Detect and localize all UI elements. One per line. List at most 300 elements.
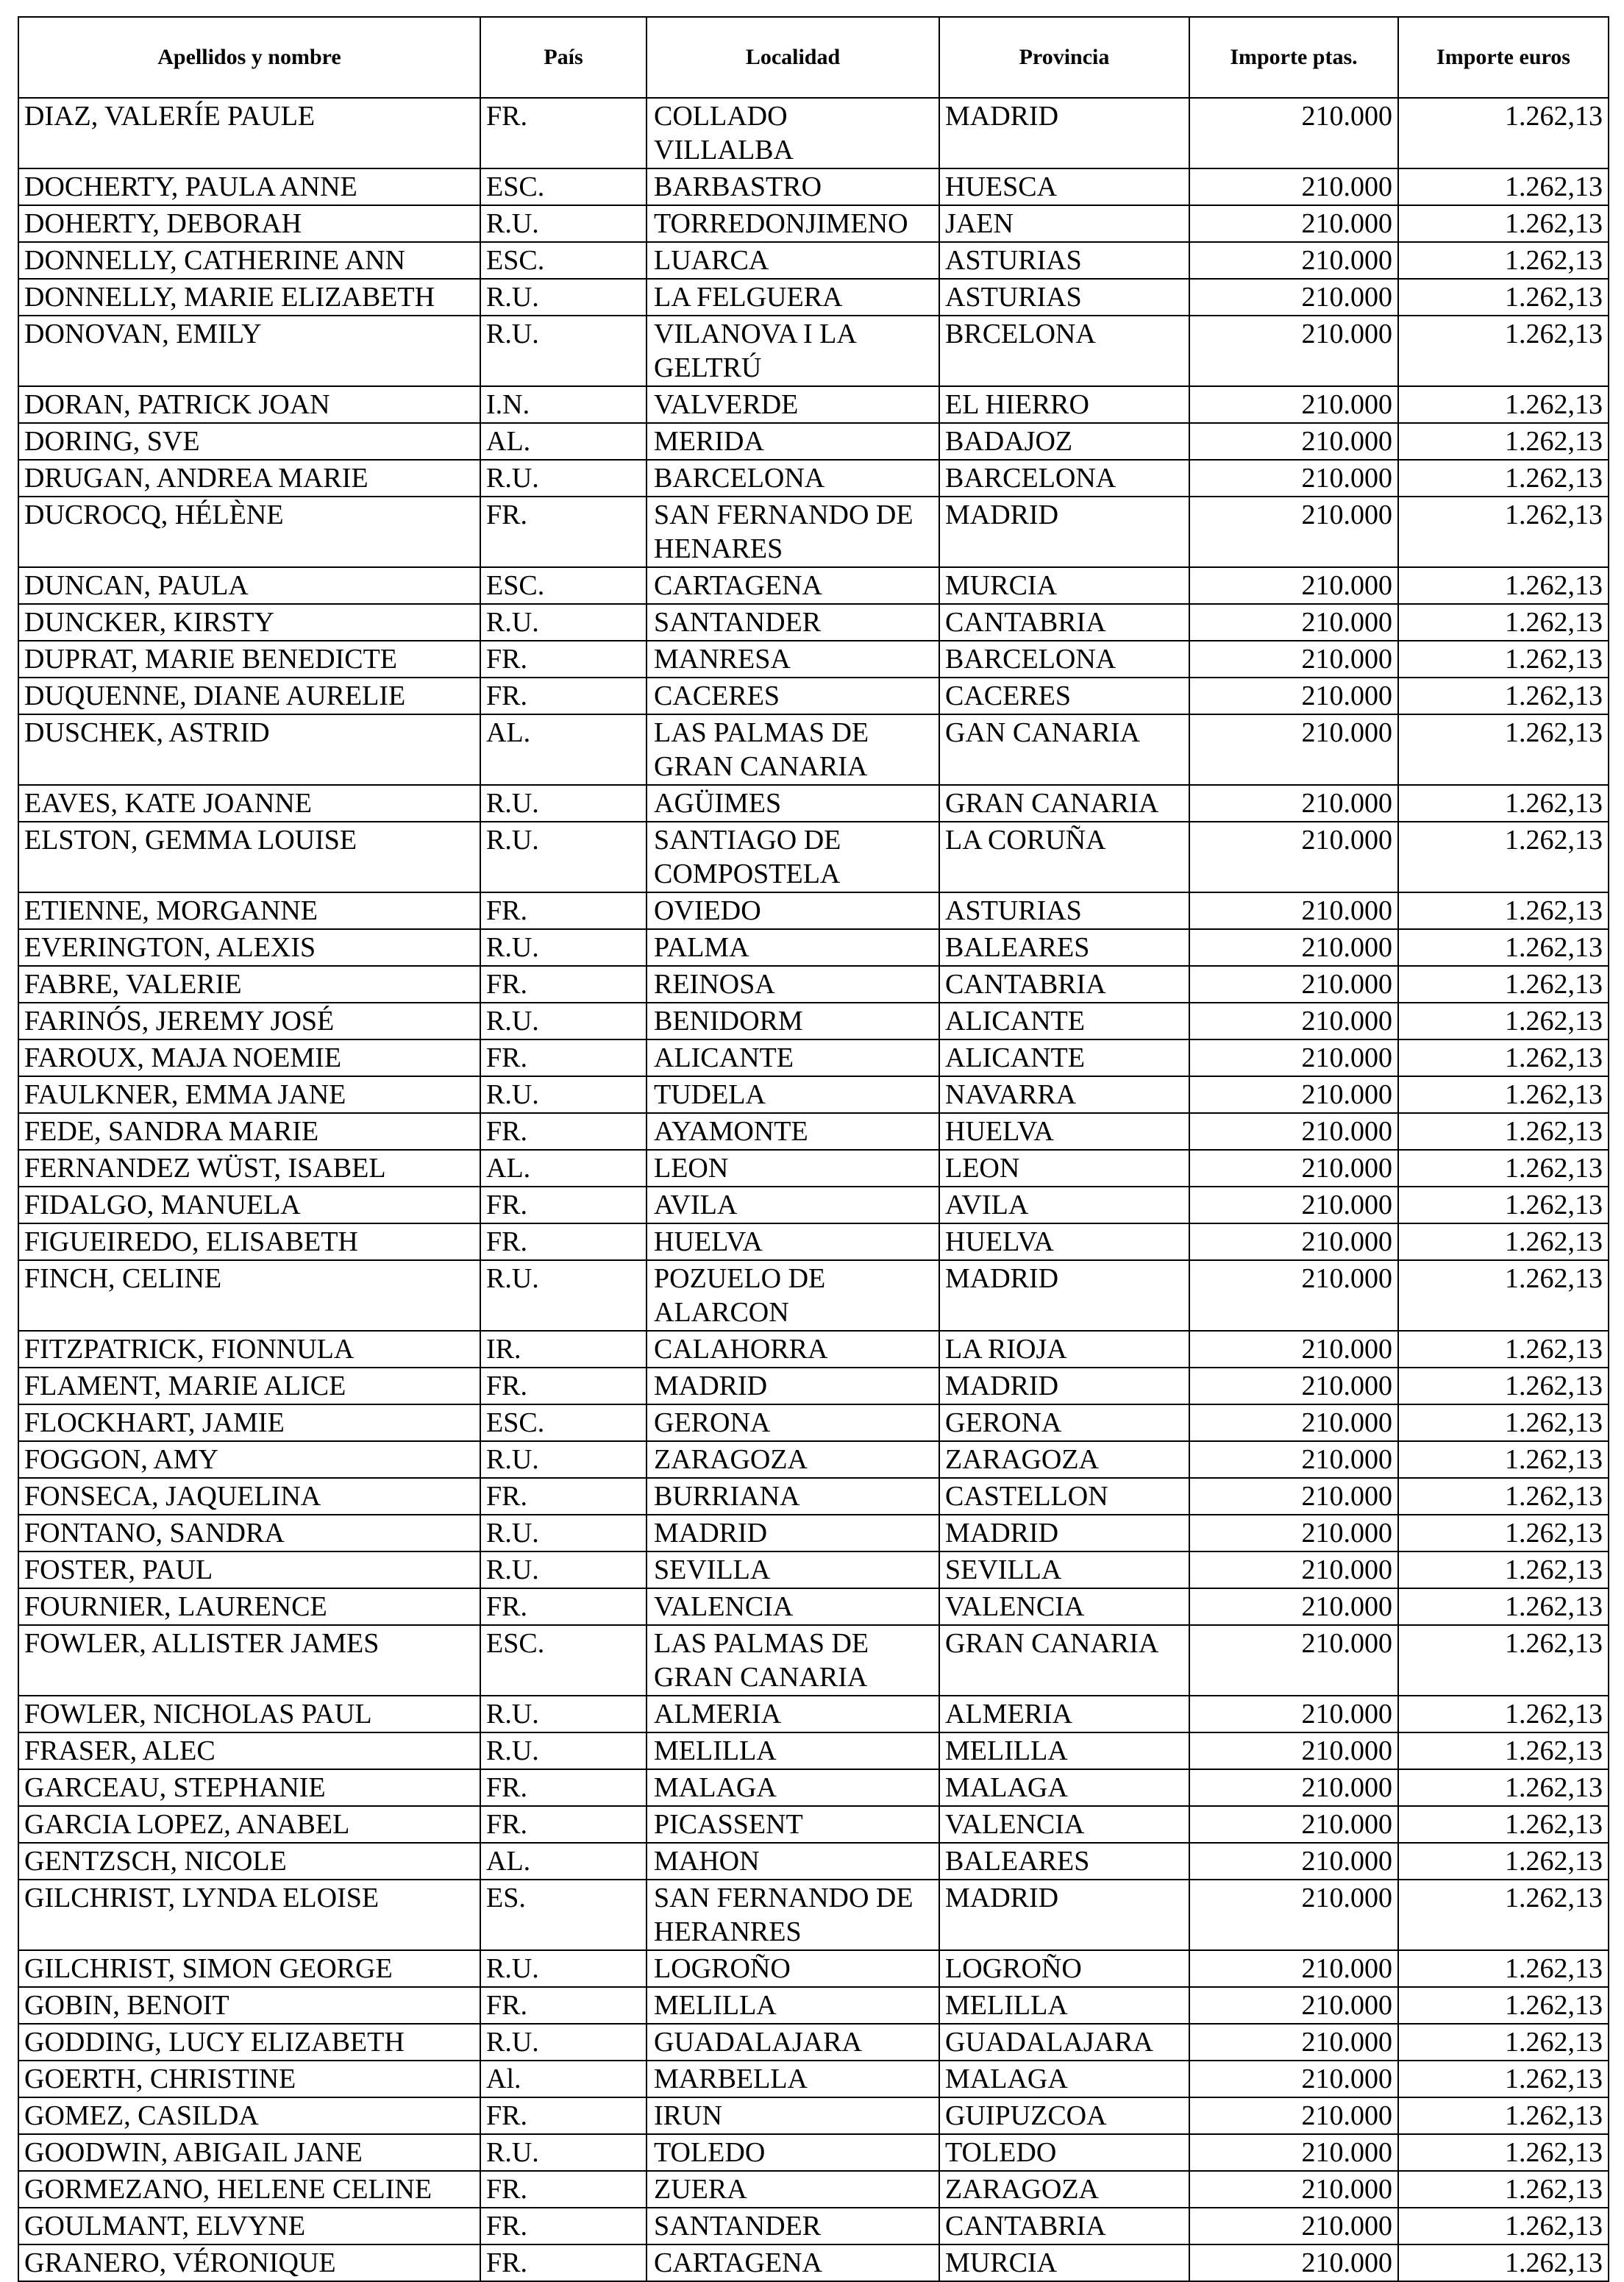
cell-amount-ptas: 210.000 bbox=[1189, 1769, 1398, 1806]
cell-name: FOSTER, PAUL bbox=[18, 1551, 480, 1588]
table-row bbox=[18, 2244, 1609, 2281]
cell-province: EL HIERRO bbox=[939, 386, 1189, 423]
cell-amount-euros: 1.262,13 bbox=[1398, 567, 1609, 604]
table-row bbox=[18, 1843, 1609, 1880]
cell-name: FOURNIER, LAURENCE bbox=[18, 1588, 480, 1625]
cell-province: MALAGA bbox=[939, 1769, 1189, 1806]
cell-name: GOULMANT, ELVYNE bbox=[18, 2208, 480, 2244]
table-row bbox=[18, 678, 1609, 714]
table-row bbox=[18, 1696, 1609, 1732]
cell-province: BALEARES bbox=[939, 1843, 1189, 1880]
cell-amount-euros: 1.262,13 bbox=[1398, 98, 1609, 168]
cell-locality: VILANOVA I LA GELTRÚ bbox=[647, 316, 939, 386]
cell-amount-euros: 1.262,13 bbox=[1398, 1880, 1609, 1950]
cell-amount-euros: 1.262,13 bbox=[1398, 641, 1609, 678]
cell-amount-ptas: 210.000 bbox=[1189, 386, 1398, 423]
cell-name: GARCEAU, STEPHANIE bbox=[18, 1769, 480, 1806]
table-row bbox=[18, 2097, 1609, 2134]
cell-country: ESC. bbox=[480, 567, 647, 604]
table-row bbox=[18, 1223, 1609, 1260]
cell-locality: LAS PALMAS DE GRAN CANARIA bbox=[647, 714, 939, 785]
cell-amount-euros: 1.262,13 bbox=[1398, 785, 1609, 822]
cell-amount-euros: 1.262,13 bbox=[1398, 2244, 1609, 2281]
table-row bbox=[18, 2208, 1609, 2244]
table-row bbox=[18, 1478, 1609, 1515]
cell-amount-ptas: 210.000 bbox=[1189, 785, 1398, 822]
table-row bbox=[18, 2134, 1609, 2171]
cell-province: MURCIA bbox=[939, 2244, 1189, 2281]
cell-province: GERONA bbox=[939, 1404, 1189, 1441]
cell-province: MALAGA bbox=[939, 2061, 1189, 2097]
cell-amount-ptas: 210.000 bbox=[1189, 892, 1398, 929]
table-row bbox=[18, 714, 1609, 785]
cell-country: FR. bbox=[480, 1588, 647, 1625]
cell-province: HUELVA bbox=[939, 1113, 1189, 1150]
cell-name: ELSTON, GEMMA LOUISE bbox=[18, 822, 480, 892]
cell-locality: MADRID bbox=[647, 1515, 939, 1551]
table-row bbox=[18, 279, 1609, 316]
cell-province: GAN CANARIA bbox=[939, 714, 1189, 785]
table-row bbox=[18, 966, 1609, 1003]
table-row bbox=[18, 98, 1609, 168]
table-row bbox=[18, 497, 1609, 567]
cell-country: FR. bbox=[480, 1987, 647, 2024]
cell-amount-euros: 1.262,13 bbox=[1398, 1076, 1609, 1113]
cell-amount-euros: 1.262,13 bbox=[1398, 497, 1609, 567]
table-body bbox=[18, 98, 1609, 2281]
cell-name: GOODWIN, ABIGAIL JANE bbox=[18, 2134, 480, 2171]
cell-country: ESC. bbox=[480, 1404, 647, 1441]
cell-province: MADRID bbox=[939, 497, 1189, 567]
cell-name: DONOVAN, EMILY bbox=[18, 316, 480, 386]
table-row bbox=[18, 1003, 1609, 1039]
table-row bbox=[18, 892, 1609, 929]
table-row bbox=[18, 460, 1609, 497]
cell-locality: REINOSA bbox=[647, 966, 939, 1003]
cell-province: MADRID bbox=[939, 98, 1189, 168]
cell-amount-euros: 1.262,13 bbox=[1398, 1588, 1609, 1625]
cell-amount-ptas: 210.000 bbox=[1189, 1368, 1398, 1404]
cell-locality: POZUELO DE ALARCON bbox=[647, 1260, 939, 1331]
table-row bbox=[18, 1515, 1609, 1551]
table-row bbox=[18, 1551, 1609, 1588]
cell-name: GILCHRIST, LYNDA ELOISE bbox=[18, 1880, 480, 1950]
cell-country: R.U. bbox=[480, 785, 647, 822]
cell-locality: CALAHORRA bbox=[647, 1331, 939, 1368]
cell-locality: MAHON bbox=[647, 1843, 939, 1880]
header-amount-euros: Importe euros bbox=[1398, 17, 1609, 98]
cell-amount-euros: 1.262,13 bbox=[1398, 242, 1609, 279]
cell-name: GILCHRIST, SIMON GEORGE bbox=[18, 1950, 480, 1987]
cell-country: FR. bbox=[480, 1806, 647, 1843]
cell-province: GUADALAJARA bbox=[939, 2024, 1189, 2061]
cell-amount-ptas: 210.000 bbox=[1189, 2134, 1398, 2171]
cell-locality: SEVILLA bbox=[647, 1551, 939, 1588]
cell-country: FR. bbox=[480, 966, 647, 1003]
cell-amount-euros: 1.262,13 bbox=[1398, 1625, 1609, 1696]
cell-province: MADRID bbox=[939, 1368, 1189, 1404]
cell-province: VALENCIA bbox=[939, 1588, 1189, 1625]
cell-country: FR. bbox=[480, 1223, 647, 1260]
cell-name: DOCHERTY, PAULA ANNE bbox=[18, 168, 480, 205]
cell-amount-euros: 1.262,13 bbox=[1398, 822, 1609, 892]
cell-province: LEON bbox=[939, 1150, 1189, 1187]
cell-name: DUSCHEK, ASTRID bbox=[18, 714, 480, 785]
cell-locality: ZUERA bbox=[647, 2171, 939, 2208]
cell-name: DRUGAN, ANDREA MARIE bbox=[18, 460, 480, 497]
cell-amount-euros: 1.262,13 bbox=[1398, 2097, 1609, 2134]
cell-province: LA CORUÑA bbox=[939, 822, 1189, 892]
cell-amount-euros: 1.262,13 bbox=[1398, 1769, 1609, 1806]
cell-province: CANTABRIA bbox=[939, 604, 1189, 641]
cell-province: BALEARES bbox=[939, 929, 1189, 966]
cell-locality: IRUN bbox=[647, 2097, 939, 2134]
cell-locality: LEON bbox=[647, 1150, 939, 1187]
cell-locality: CARTAGENA bbox=[647, 567, 939, 604]
table-row bbox=[18, 1260, 1609, 1331]
cell-province: BARCELONA bbox=[939, 460, 1189, 497]
cell-amount-euros: 1.262,13 bbox=[1398, 386, 1609, 423]
cell-name: DORING, SVE bbox=[18, 423, 480, 460]
cell-country: ES. bbox=[480, 1880, 647, 1950]
cell-name: FERNANDEZ WÜST, ISABEL bbox=[18, 1150, 480, 1187]
table-row bbox=[18, 1331, 1609, 1368]
cell-country: FR. bbox=[480, 641, 647, 678]
cell-name: EAVES, KATE JOANNE bbox=[18, 785, 480, 822]
cell-locality: BARCELONA bbox=[647, 460, 939, 497]
table-row bbox=[18, 1950, 1609, 1987]
cell-amount-ptas: 210.000 bbox=[1189, 497, 1398, 567]
cell-locality: CARTAGENA bbox=[647, 2244, 939, 2281]
cell-amount-ptas: 210.000 bbox=[1189, 1515, 1398, 1551]
cell-amount-euros: 1.262,13 bbox=[1398, 423, 1609, 460]
cell-locality: AYAMONTE bbox=[647, 1113, 939, 1150]
cell-name: FIGUEIREDO, ELISABETH bbox=[18, 1223, 480, 1260]
cell-locality: SANTANDER bbox=[647, 2208, 939, 2244]
cell-province: GRAN CANARIA bbox=[939, 785, 1189, 822]
cell-locality: LUARCA bbox=[647, 242, 939, 279]
cell-locality: VALVERDE bbox=[647, 386, 939, 423]
cell-locality: SAN FERNANDO DE HERANRES bbox=[647, 1880, 939, 1950]
cell-province: MELILLA bbox=[939, 1732, 1189, 1769]
cell-locality: TORREDONJIMENO bbox=[647, 205, 939, 242]
table-row bbox=[18, 1588, 1609, 1625]
table-row bbox=[18, 929, 1609, 966]
cell-province: ALMERIA bbox=[939, 1696, 1189, 1732]
table-row bbox=[18, 2024, 1609, 2061]
cell-amount-ptas: 210.000 bbox=[1189, 929, 1398, 966]
cell-amount-euros: 1.262,13 bbox=[1398, 316, 1609, 386]
cell-locality: CACERES bbox=[647, 678, 939, 714]
cell-country: FR. bbox=[480, 2208, 647, 2244]
cell-locality: SANTIAGO DE COMPOSTELA bbox=[647, 822, 939, 892]
cell-province: MADRID bbox=[939, 1515, 1189, 1551]
cell-amount-euros: 1.262,13 bbox=[1398, 1368, 1609, 1404]
cell-name: DUNCAN, PAULA bbox=[18, 567, 480, 604]
cell-province: TOLEDO bbox=[939, 2134, 1189, 2171]
cell-amount-euros: 1.262,13 bbox=[1398, 1113, 1609, 1150]
header-locality: Localidad bbox=[647, 17, 939, 98]
cell-locality: MELILLA bbox=[647, 1987, 939, 2024]
cell-amount-euros: 1.262,13 bbox=[1398, 2208, 1609, 2244]
cell-name: GOBIN, BENOIT bbox=[18, 1987, 480, 2024]
cell-locality: OVIEDO bbox=[647, 892, 939, 929]
document-page bbox=[18, 16, 1608, 2282]
cell-amount-euros: 1.262,13 bbox=[1398, 279, 1609, 316]
cell-amount-ptas: 210.000 bbox=[1189, 1625, 1398, 1696]
cell-amount-euros: 1.262,13 bbox=[1398, 1806, 1609, 1843]
cell-province: GRAN CANARIA bbox=[939, 1625, 1189, 1696]
cell-amount-ptas: 210.000 bbox=[1189, 1039, 1398, 1076]
table-row bbox=[18, 242, 1609, 279]
cell-country: FR. bbox=[480, 1039, 647, 1076]
cell-name: FABRE, VALERIE bbox=[18, 966, 480, 1003]
cell-amount-ptas: 210.000 bbox=[1189, 966, 1398, 1003]
cell-amount-ptas: 210.000 bbox=[1189, 1843, 1398, 1880]
cell-country: R.U. bbox=[480, 1732, 647, 1769]
cell-amount-euros: 1.262,13 bbox=[1398, 1260, 1609, 1331]
cell-name: FOGGON, AMY bbox=[18, 1441, 480, 1478]
cell-country: IR. bbox=[480, 1331, 647, 1368]
cell-amount-ptas: 210.000 bbox=[1189, 168, 1398, 205]
cell-name: FAULKNER, EMMA JANE bbox=[18, 1076, 480, 1113]
cell-name: FOWLER, ALLISTER JAMES bbox=[18, 1625, 480, 1696]
cell-amount-euros: 1.262,13 bbox=[1398, 1003, 1609, 1039]
cell-amount-euros: 1.262,13 bbox=[1398, 1478, 1609, 1515]
cell-country: R.U. bbox=[480, 929, 647, 966]
cell-amount-euros: 1.262,13 bbox=[1398, 678, 1609, 714]
cell-amount-euros: 1.262,13 bbox=[1398, 604, 1609, 641]
cell-name: FOWLER, NICHOLAS PAUL bbox=[18, 1696, 480, 1732]
cell-country: FR. bbox=[480, 1368, 647, 1404]
cell-province: BADAJOZ bbox=[939, 423, 1189, 460]
cell-name: FLAMENT, MARIE ALICE bbox=[18, 1368, 480, 1404]
cell-country: R.U. bbox=[480, 1076, 647, 1113]
table-row bbox=[18, 1039, 1609, 1076]
table-row bbox=[18, 1076, 1609, 1113]
cell-amount-ptas: 210.000 bbox=[1189, 205, 1398, 242]
cell-locality: PICASSENT bbox=[647, 1806, 939, 1843]
cell-amount-ptas: 210.000 bbox=[1189, 714, 1398, 785]
cell-province: GUIPUZCOA bbox=[939, 2097, 1189, 2134]
cell-amount-ptas: 210.000 bbox=[1189, 1113, 1398, 1150]
cell-amount-ptas: 210.000 bbox=[1189, 678, 1398, 714]
cell-province: ZARAGOZA bbox=[939, 1441, 1189, 1478]
cell-locality: BARBASTRO bbox=[647, 168, 939, 205]
table-row bbox=[18, 1368, 1609, 1404]
cell-country: R.U. bbox=[480, 1950, 647, 1987]
cell-country: R.U. bbox=[480, 460, 647, 497]
cell-locality: LAS PALMAS DE GRAN CANARIA bbox=[647, 1625, 939, 1696]
cell-locality: ALICANTE bbox=[647, 1039, 939, 1076]
cell-province: JAEN bbox=[939, 205, 1189, 242]
table-row bbox=[18, 423, 1609, 460]
cell-name: FLOCKHART, JAMIE bbox=[18, 1404, 480, 1441]
cell-province: MADRID bbox=[939, 1880, 1189, 1950]
cell-amount-ptas: 210.000 bbox=[1189, 1987, 1398, 2024]
cell-locality: MARBELLA bbox=[647, 2061, 939, 2097]
cell-province: ZARAGOZA bbox=[939, 2171, 1189, 2208]
table-row bbox=[18, 2171, 1609, 2208]
cell-name: FONTANO, SANDRA bbox=[18, 1515, 480, 1551]
cell-amount-euros: 1.262,13 bbox=[1398, 1696, 1609, 1732]
cell-locality: AVILA bbox=[647, 1187, 939, 1223]
cell-province: LOGROÑO bbox=[939, 1950, 1189, 1987]
cell-amount-ptas: 210.000 bbox=[1189, 2024, 1398, 2061]
table-row bbox=[18, 641, 1609, 678]
cell-name: FIDALGO, MANUELA bbox=[18, 1187, 480, 1223]
cell-country: R.U. bbox=[480, 822, 647, 892]
cell-province: VALENCIA bbox=[939, 1806, 1189, 1843]
cell-country: Al. bbox=[480, 2061, 647, 2097]
cell-country: R.U. bbox=[480, 2134, 647, 2171]
cell-province: ASTURIAS bbox=[939, 242, 1189, 279]
cell-province: CASTELLON bbox=[939, 1478, 1189, 1515]
cell-name: DOHERTY, DEBORAH bbox=[18, 205, 480, 242]
cell-country: AL. bbox=[480, 1150, 647, 1187]
cell-amount-euros: 1.262,13 bbox=[1398, 1987, 1609, 2024]
cell-country: FR. bbox=[480, 98, 647, 168]
cell-name: DUCROCQ, HÉLÈNE bbox=[18, 497, 480, 567]
cell-country: FR. bbox=[480, 1187, 647, 1223]
header-province: Provincia bbox=[939, 17, 1189, 98]
cell-locality: GERONA bbox=[647, 1404, 939, 1441]
cell-name: GRANERO, VÉRONIQUE bbox=[18, 2244, 480, 2281]
cell-locality: AGÜIMES bbox=[647, 785, 939, 822]
cell-amount-ptas: 210.000 bbox=[1189, 1441, 1398, 1478]
cell-amount-euros: 1.262,13 bbox=[1398, 1950, 1609, 1987]
cell-amount-euros: 1.262,13 bbox=[1398, 1843, 1609, 1880]
cell-name: DUPRAT, MARIE BENEDICTE bbox=[18, 641, 480, 678]
cell-country: R.U. bbox=[480, 1515, 647, 1551]
cell-province: LA RIOJA bbox=[939, 1331, 1189, 1368]
cell-country: R.U. bbox=[480, 1696, 647, 1732]
cell-amount-ptas: 210.000 bbox=[1189, 2171, 1398, 2208]
cell-amount-euros: 1.262,13 bbox=[1398, 1187, 1609, 1223]
cell-province: SEVILLA bbox=[939, 1551, 1189, 1588]
table-row bbox=[18, 316, 1609, 386]
cell-amount-ptas: 210.000 bbox=[1189, 641, 1398, 678]
cell-province: ASTURIAS bbox=[939, 279, 1189, 316]
cell-amount-euros: 1.262,13 bbox=[1398, 2134, 1609, 2171]
table-row bbox=[18, 2061, 1609, 2097]
cell-name: EVERINGTON, ALEXIS bbox=[18, 929, 480, 966]
cell-locality: TUDELA bbox=[647, 1076, 939, 1113]
table-row bbox=[18, 1880, 1609, 1950]
cell-country: AL. bbox=[480, 714, 647, 785]
cell-amount-euros: 1.262,13 bbox=[1398, 1039, 1609, 1076]
cell-amount-euros: 1.262,13 bbox=[1398, 1441, 1609, 1478]
cell-name: GENTZSCH, NICOLE bbox=[18, 1843, 480, 1880]
cell-amount-ptas: 210.000 bbox=[1189, 1806, 1398, 1843]
cell-province: ASTURIAS bbox=[939, 892, 1189, 929]
cell-province: MELILLA bbox=[939, 1987, 1189, 2024]
cell-locality: MANRESA bbox=[647, 641, 939, 678]
cell-locality: MALAGA bbox=[647, 1769, 939, 1806]
cell-amount-ptas: 210.000 bbox=[1189, 1331, 1398, 1368]
cell-country: FR. bbox=[480, 2244, 647, 2281]
cell-country: R.U. bbox=[480, 1441, 647, 1478]
cell-amount-ptas: 210.000 bbox=[1189, 1223, 1398, 1260]
cell-locality: TOLEDO bbox=[647, 2134, 939, 2171]
cell-amount-ptas: 210.000 bbox=[1189, 1880, 1398, 1950]
cell-amount-euros: 1.262,13 bbox=[1398, 2061, 1609, 2097]
cell-country: FR. bbox=[480, 1113, 647, 1150]
cell-amount-ptas: 210.000 bbox=[1189, 316, 1398, 386]
cell-name: DUQUENNE, DIANE AURELIE bbox=[18, 678, 480, 714]
cell-amount-ptas: 210.000 bbox=[1189, 2097, 1398, 2134]
cell-name: GOERTH, CHRISTINE bbox=[18, 2061, 480, 2097]
cell-name: FAROUX, MAJA NOEMIE bbox=[18, 1039, 480, 1076]
cell-amount-ptas: 210.000 bbox=[1189, 1076, 1398, 1113]
cell-amount-euros: 1.262,13 bbox=[1398, 1223, 1609, 1260]
cell-country: FR. bbox=[480, 892, 647, 929]
cell-amount-euros: 1.262,13 bbox=[1398, 168, 1609, 205]
cell-amount-ptas: 210.000 bbox=[1189, 1732, 1398, 1769]
cell-name: FINCH, CELINE bbox=[18, 1260, 480, 1331]
table-row bbox=[18, 1404, 1609, 1441]
table-row bbox=[18, 1187, 1609, 1223]
table-row bbox=[18, 1732, 1609, 1769]
cell-country: R.U. bbox=[480, 279, 647, 316]
cell-amount-euros: 1.262,13 bbox=[1398, 714, 1609, 785]
table-row bbox=[18, 604, 1609, 641]
header-country: País bbox=[480, 17, 647, 98]
cell-locality: COLLADO VILLALBA bbox=[647, 98, 939, 168]
cell-name: DONNELLY, MARIE ELIZABETH bbox=[18, 279, 480, 316]
cell-name: GOMEZ, CASILDA bbox=[18, 2097, 480, 2134]
table-row bbox=[18, 1987, 1609, 2024]
table-row bbox=[18, 1769, 1609, 1806]
cell-name: ETIENNE, MORGANNE bbox=[18, 892, 480, 929]
table-row bbox=[18, 1150, 1609, 1187]
cell-name: FEDE, SANDRA MARIE bbox=[18, 1113, 480, 1150]
cell-country: FR. bbox=[480, 678, 647, 714]
cell-country: FR. bbox=[480, 1478, 647, 1515]
cell-locality: LOGROÑO bbox=[647, 1950, 939, 1987]
cell-amount-ptas: 210.000 bbox=[1189, 279, 1398, 316]
cell-province: ALICANTE bbox=[939, 1039, 1189, 1076]
table-row bbox=[18, 205, 1609, 242]
cell-amount-euros: 1.262,13 bbox=[1398, 929, 1609, 966]
cell-name: FONSECA, JAQUELINA bbox=[18, 1478, 480, 1515]
cell-country: FR. bbox=[480, 1769, 647, 1806]
cell-locality: HUELVA bbox=[647, 1223, 939, 1260]
cell-locality: SAN FERNANDO DE HENARES bbox=[647, 497, 939, 567]
cell-name: DUNCKER, KIRSTY bbox=[18, 604, 480, 641]
cell-province: BRCELONA bbox=[939, 316, 1189, 386]
cell-locality: ALMERIA bbox=[647, 1696, 939, 1732]
cell-locality: MERIDA bbox=[647, 423, 939, 460]
beneficiaries-table bbox=[18, 16, 1609, 2282]
cell-name: DIAZ, VALERÍE PAULE bbox=[18, 98, 480, 168]
cell-locality: ZARAGOZA bbox=[647, 1441, 939, 1478]
cell-name: GODDING, LUCY ELIZABETH bbox=[18, 2024, 480, 2061]
cell-name: DONNELLY, CATHERINE ANN bbox=[18, 242, 480, 279]
cell-locality: VALENCIA bbox=[647, 1588, 939, 1625]
cell-locality: BURRIANA bbox=[647, 1478, 939, 1515]
cell-amount-euros: 1.262,13 bbox=[1398, 1732, 1609, 1769]
table-row bbox=[18, 1441, 1609, 1478]
table-header-row bbox=[18, 17, 1609, 98]
table-row bbox=[18, 1113, 1609, 1150]
cell-country: R.U. bbox=[480, 316, 647, 386]
table-row bbox=[18, 785, 1609, 822]
cell-name: GARCIA LOPEZ, ANABEL bbox=[18, 1806, 480, 1843]
cell-country: R.U. bbox=[480, 1003, 647, 1039]
cell-locality: PALMA bbox=[647, 929, 939, 966]
cell-amount-ptas: 210.000 bbox=[1189, 1404, 1398, 1441]
